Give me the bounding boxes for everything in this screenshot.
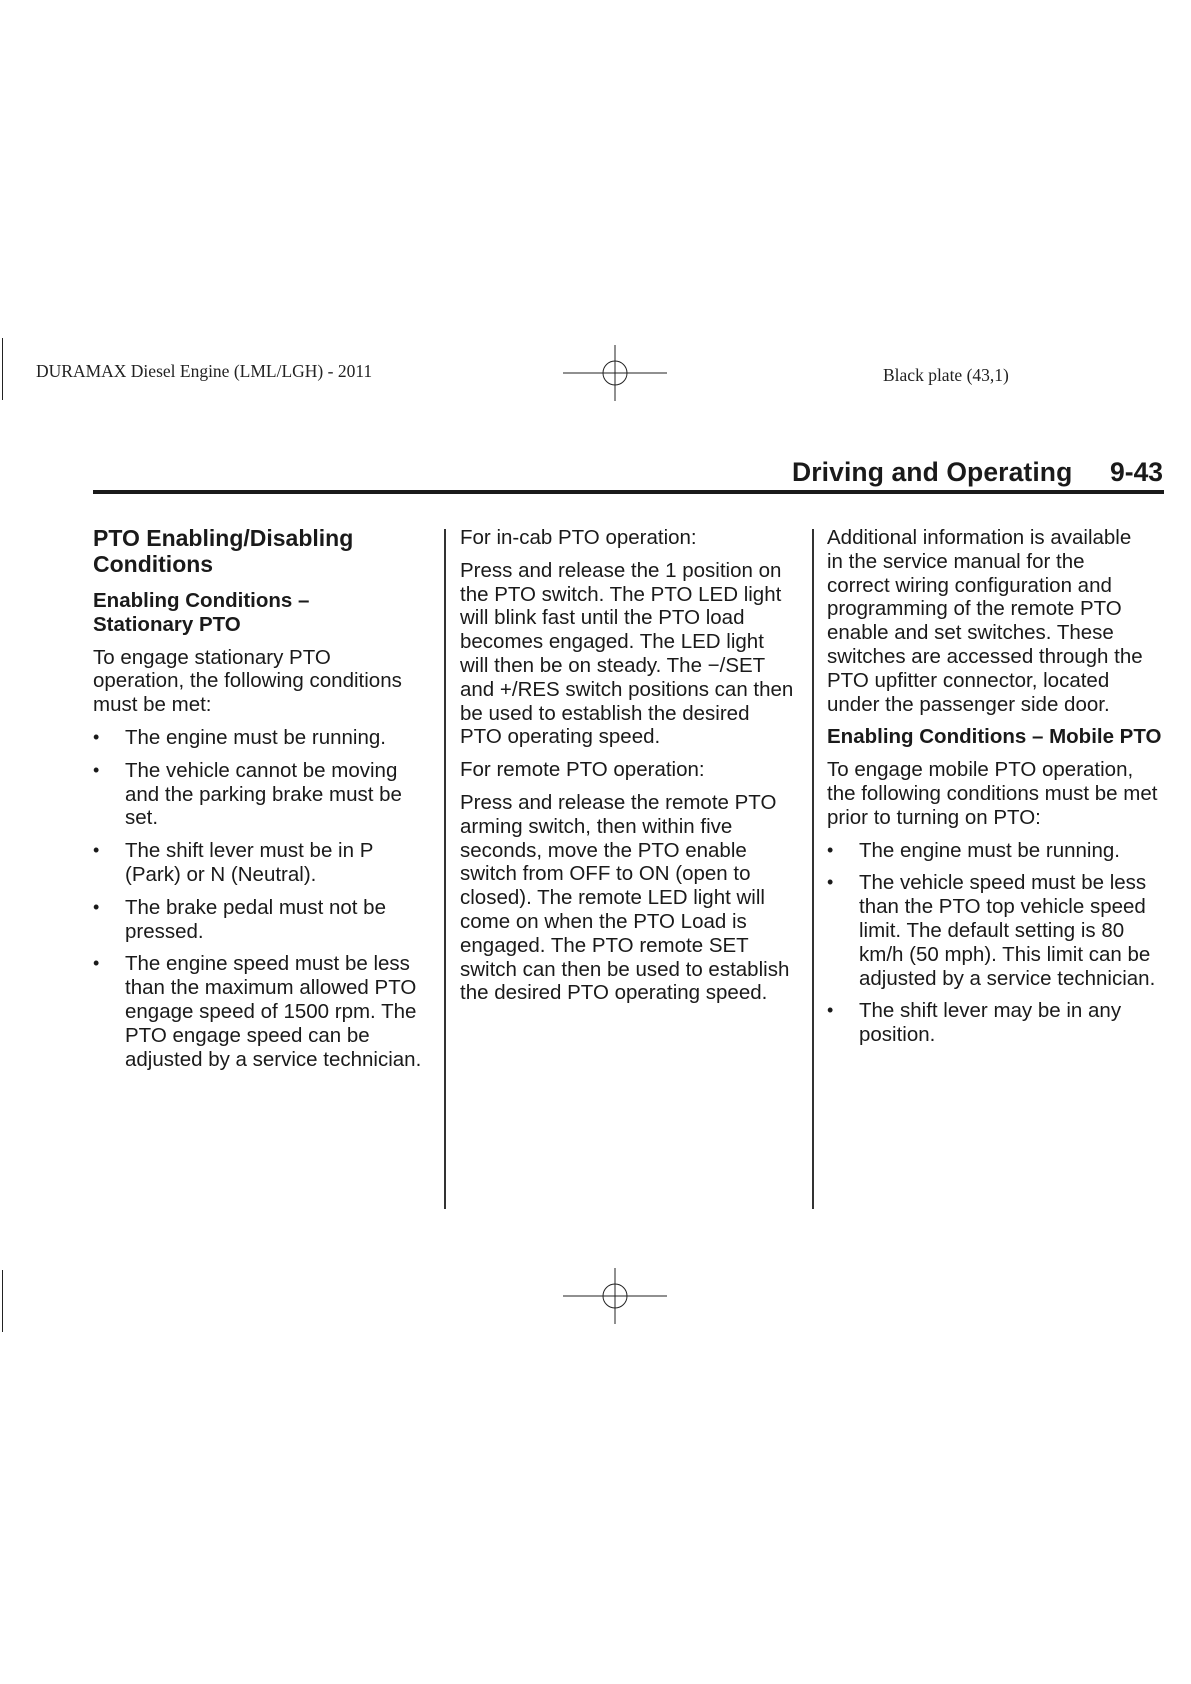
bullet-icon: • [827, 872, 834, 893]
page-number: 9-43 [1110, 457, 1164, 487]
column-divider-1 [444, 529, 446, 1209]
bullet-icon: • [93, 896, 100, 917]
list-item: • The brake pedal must not be pressed. [93, 895, 386, 943]
bullet-icon: • [93, 840, 100, 861]
registration-mark-top [563, 345, 667, 401]
paragraph-in-cab-label: For in-cab PTO operation: [460, 526, 697, 549]
bullet-icon: • [93, 953, 100, 974]
paragraph-in-cab: Press and release the 1 position on the PTO switch. The PTO LED light will blink fast until the PTO load becomes engaged. The LED light will then be on steady. The −/SET and +/RES switch positions can then be used to establish the desired PTO operating speed. [460, 558, 794, 749]
paragraph-remote-label: For remote PTO operation: [460, 758, 705, 782]
print-header-left: DURAMAX Diesel Engine (LML/LGH) - 2011 [36, 361, 373, 381]
list-item: • The vehicle cannot be moving and the parking brake must be set. [93, 758, 402, 830]
crop-mark-bottom-left [2, 1270, 3, 1332]
paragraph-remote: Press and release the remote PTO arming switch, then within five seconds, move the PTO enable switch from OFF to ON (open to closed). The remote LED light will come on when the PTO Load is engaged. The PTO remote SET switch can then be used to establish the desired PTO operating speed. [460, 790, 790, 1005]
list-item: • The engine must be running. [93, 725, 386, 749]
bullet-icon: • [93, 759, 100, 780]
subheading-mobile-pto: Enabling Conditions – Mobile PTO [827, 725, 1162, 749]
heading-pto-enabling: PTO Enabling/Disabling Conditions [93, 525, 354, 577]
bullet-icon: • [93, 726, 100, 747]
paragraph-additional-info: Additional information is available in the service manual for the correct wiring configuration and programming of the remote PTO enable and set switches. These switches are accessed through the PTO upfitter connector, located under the passenger side door. [827, 526, 1143, 716]
intro-paragraph: To engage stationary PTO operation, the following conditions must be met: [93, 645, 402, 717]
header-rule [93, 490, 1164, 494]
column-3 [827, 526, 1167, 1056]
subheading-stationary-pto: Enabling Conditions – Stationary PTO [93, 589, 310, 636]
paragraph-mobile-intro: To engage mobile PTO operation, the following conditions must be met prior to turning on PTO: [827, 758, 1158, 829]
stationary-conditions-list [93, 726, 433, 1071]
print-header-right: Black plate (43,1) [883, 365, 1009, 385]
bullet-icon: • [827, 1000, 834, 1021]
list-item: • The shift lever must be in P (Park) or N (Neutral). [93, 839, 374, 886]
section-title: Driving and Operating [792, 457, 1073, 487]
column-2 [460, 526, 800, 1014]
mobile-conditions-list [827, 839, 1167, 1047]
list-item: • The vehicle speed must be less than the PTO top vehicle speed limit. The default setting is 80 km/h (50 mph). This limit can be adjusted by a service technician. [827, 871, 1156, 990]
list-item: • The shift lever may be in any position. [827, 999, 1122, 1047]
column-divider-2 [812, 529, 814, 1209]
list-item: • The engine speed must be less than the maximum allowed PTO engage speed of 1500 rpm. The PTO engage speed can be adjusted by a service technician. [93, 952, 422, 1071]
bullet-icon: • [827, 839, 834, 860]
crop-mark-top-left [2, 338, 3, 400]
list-item: • The engine must be running. [827, 838, 1120, 862]
column-1 [93, 526, 433, 1080]
registration-mark-bottom [563, 1268, 667, 1324]
